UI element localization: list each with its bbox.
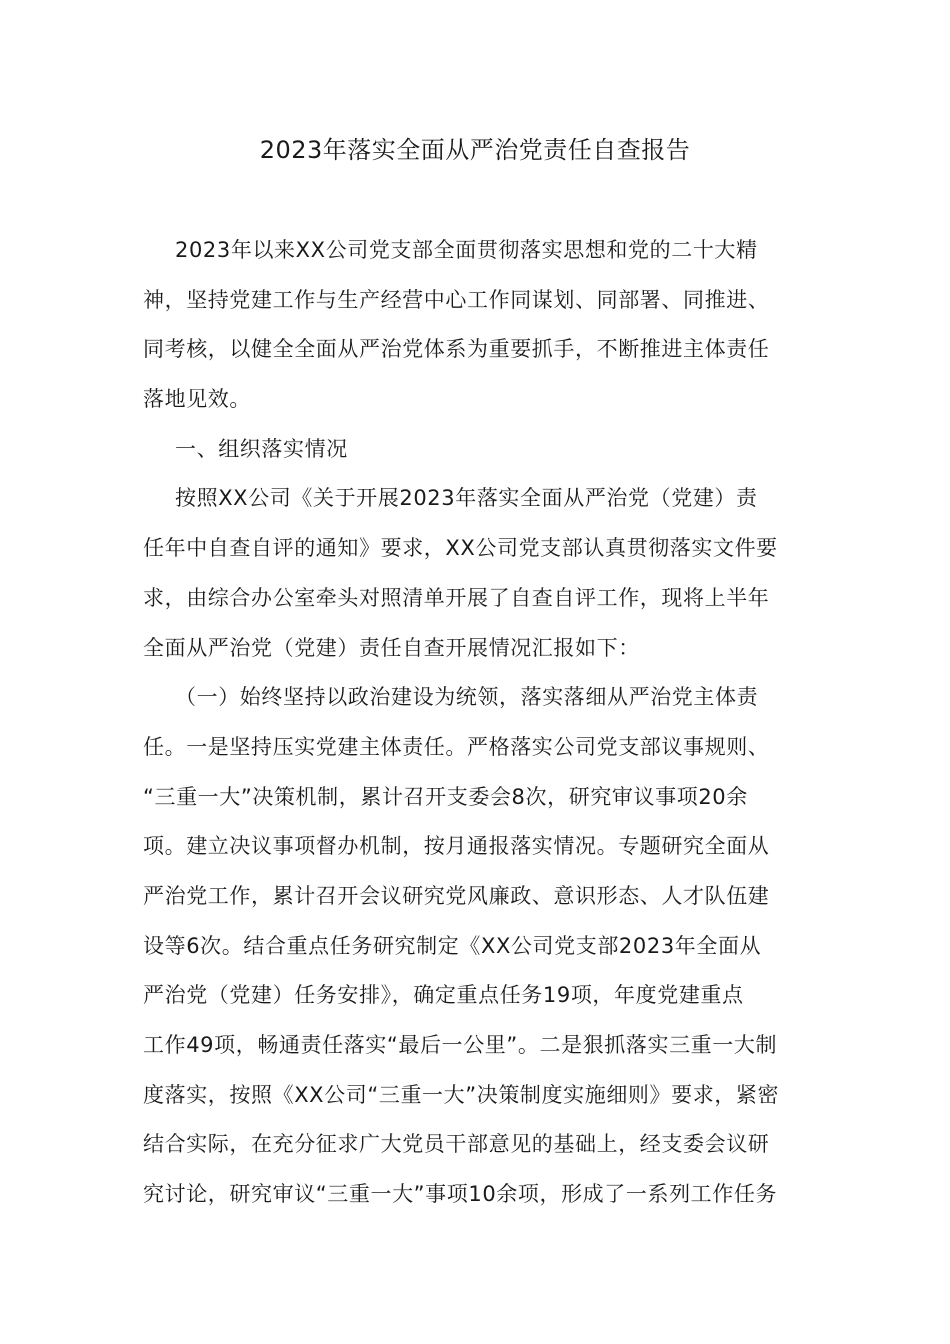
body-line: （一）始终坚持以政治建设为统领，落实落细从严治党主体责 xyxy=(175,685,759,710)
body-line: 神，坚持党建工作与生产经营中心工作同谋划、同部署、同推进、 xyxy=(143,287,770,312)
body-line: 究讨论，研究审议“三重一大”事项10余项，形成了一系列工作任务 xyxy=(143,1182,778,1207)
body-line: 求，由综合办公室牵头对照清单开展了自查自评工作，现将上半年 xyxy=(143,585,770,610)
body-line: 严治党工作，累计召开会议研究党风廉政、意识形态、人才队伍建 xyxy=(143,883,770,908)
body-line: 同考核，以健全全面从严治党体系为重要抓手，不断推进主体责任 xyxy=(143,337,770,362)
body-line: 严治党（党建）任务安排》，确定重点任务19项，年度党建重点 xyxy=(143,983,744,1008)
body-line: 落地见效。 xyxy=(143,387,251,412)
body-line: 按照XX公司《关于开展2023年落实全面从严治党（党建）责 xyxy=(175,486,758,511)
body-line: 度落实，按照《XX公司“三重一大”决策制度实施细则》要求，紧密 xyxy=(143,1082,780,1107)
body-line: 2023年以来XX公司党支部全面贯彻落实思想和党的二十大精 xyxy=(175,238,758,262)
body-line: 任年中自查自评的通知》要求，XX公司党支部认真贯彻落实文件要 xyxy=(143,536,778,561)
body-line: 任。一是坚持压实党建主体责任。严格落实公司党支部议事规则、 xyxy=(143,734,770,759)
body-line: 结合实际，在充分征求广大党员干部意见的基础上，经支委会议研 xyxy=(143,1132,770,1157)
body-line: 一、组织落实情况 xyxy=(175,436,348,461)
body-line: “三重一大”决策机制，累计召开支委会8次，研究审议事项20余 xyxy=(143,784,748,809)
body-line: 工作49项，畅通责任落实“最后一公里”。二是狠抓落实三重一大制 xyxy=(143,1033,778,1057)
body-line: 项。建立决议事项督办机制，按月通报落实情况。专题研究全面从 xyxy=(143,834,770,859)
body-line: 全面从严治党（党建）责任自查开展情况汇报如下： xyxy=(143,635,640,660)
document-title: 2023年落实全面从严治党责任自查报告 xyxy=(259,136,691,164)
document-body xyxy=(143,226,808,1220)
body-line: 设等6次。结合重点任务研究制定《XX公司党支部2023年全面从 xyxy=(143,933,762,958)
